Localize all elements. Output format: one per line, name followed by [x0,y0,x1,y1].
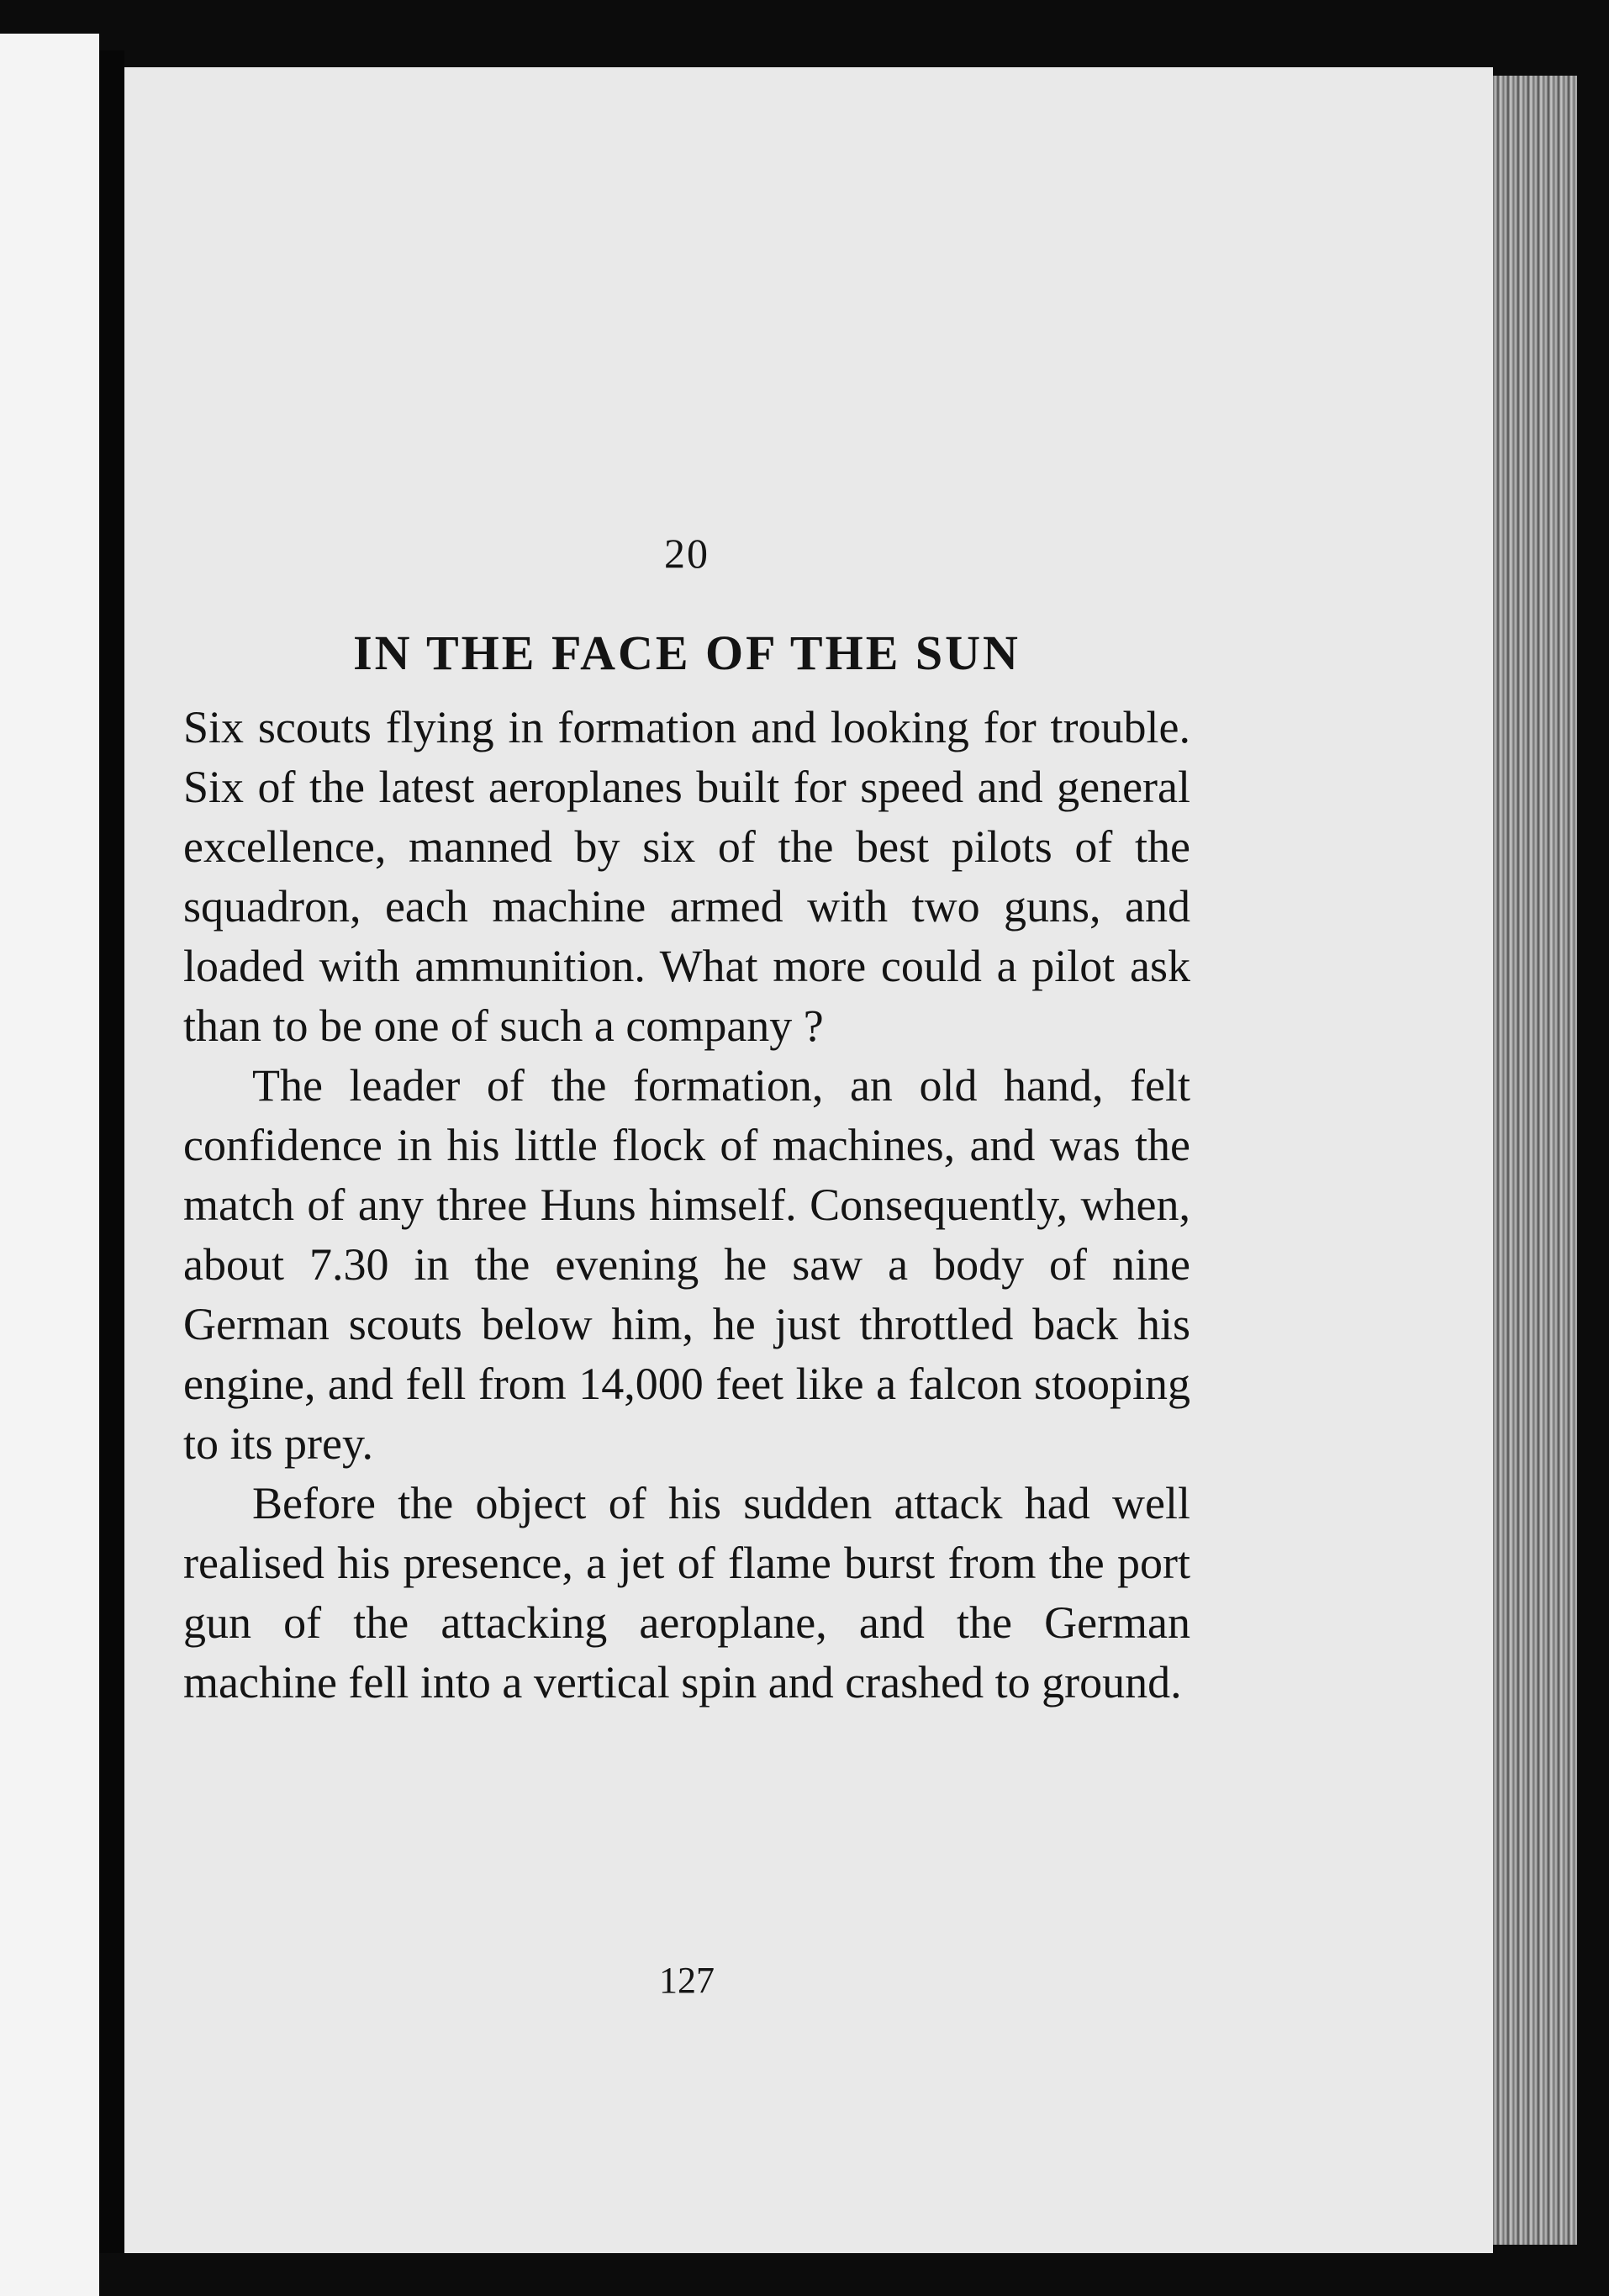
paragraph-1: Six scouts flying in formation and looking for trouble. Six of the latest aeroplanes built for speed and general excellence, manned by six of the best pilots of the squadron, each machine armed with two guns, and loaded with ammunition. What more could a pilot ask than to be one of such a company ? [183,702,1190,1051]
chapter-title: IN THE FACE OF THE SUN [353,625,1021,680]
chapter-number: 20 [664,530,710,577]
paragraph-2: The leader of the formation, an old hand, felt confidence in his little flock of machines, and was the match of any three Huns himself. Consequently, when, about 7.30 in the evening he saw a body of nine German scouts below him, he just throttled back his engine, and fell from 14,000 feet like a falcon stooping to its prey. [183,1060,1190,1469]
paragraph-3: Before the object of his sudden attack had well realised his presence, a jet of flame burst from the port gun of the attacking aeroplane, and the German machine fell into a vertical spin and crashed to ground. [183,1478,1190,1707]
page-text-block [183,528,1190,1713]
page-number: 127 [659,1960,715,2001]
book-spine-shadow [99,50,124,2253]
page-stack-edge [1493,76,1577,2245]
left-page-edge [0,34,99,2296]
